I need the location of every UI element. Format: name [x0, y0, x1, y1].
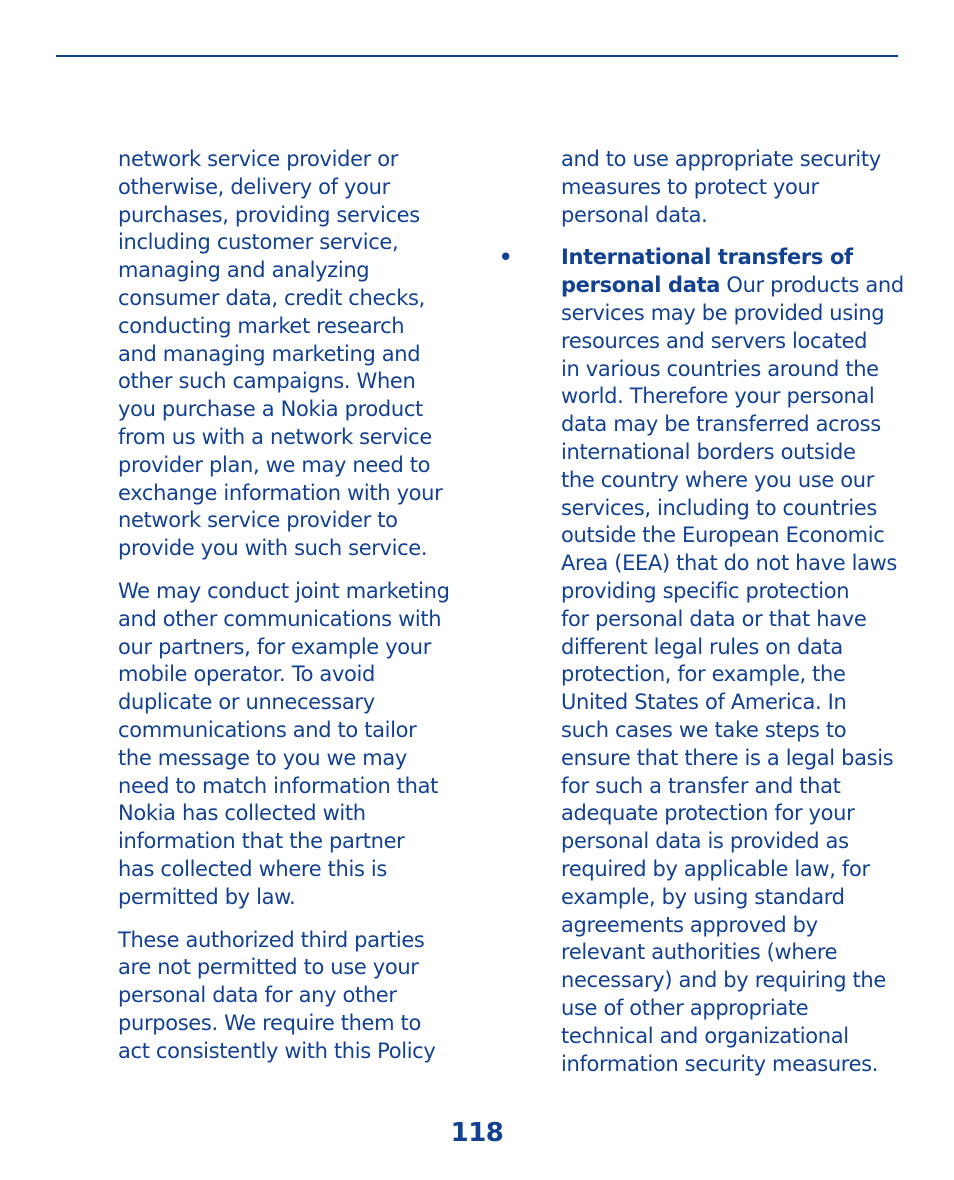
paragraph-third-parties	[118, 927, 464, 1066]
text-line: personal data is provided as	[561, 829, 849, 854]
text-line: such cases we take steps to	[561, 717, 847, 742]
text-line: from us with a network service	[118, 424, 432, 449]
text-line: measures to protect your	[561, 174, 819, 199]
text-line: other such campaigns. When	[118, 369, 416, 394]
text-line: and other communications with	[118, 606, 442, 631]
text-line: United States of America. In	[561, 690, 847, 715]
text-line: act consistently with this Policy	[118, 1038, 436, 1063]
text-line: including customer service,	[118, 230, 399, 255]
text-line: personal data for any other	[118, 983, 397, 1008]
text-line: protection, for example, the	[561, 662, 846, 687]
text-line: example, by using standard	[561, 884, 845, 909]
text-line: permitted by law.	[118, 884, 296, 909]
text-line: purchases, providing services	[118, 202, 420, 227]
page-number: 118	[450, 1118, 504, 1148]
text-line: purposes. We require them to	[118, 1010, 421, 1035]
text-line: consumer data, credit checks,	[118, 285, 425, 310]
text-line: We may conduct joint marketing	[118, 578, 450, 603]
header-rule	[56, 55, 898, 57]
text-line: providing specific protection	[561, 578, 850, 603]
bullet-icon: •	[499, 245, 513, 270]
text-line: network service provider or	[118, 147, 399, 171]
text-line: conducting market research	[118, 313, 405, 338]
text-line: provide you with such service.	[118, 536, 428, 561]
paragraph-joint-marketing	[118, 578, 464, 912]
text-line: and to use appropriate security	[561, 147, 881, 171]
text-line: duplicate or unnecessary	[118, 690, 375, 715]
text-line: otherwise, delivery of your	[118, 174, 390, 199]
text-line: the country where you use our	[561, 467, 875, 492]
text-line: services, including to countries	[561, 495, 877, 520]
text-line: services may be provided using	[561, 300, 885, 325]
text-line: international borders outside	[561, 439, 856, 464]
text-line: information security measures.	[561, 1051, 879, 1076]
right-column	[499, 146, 907, 1078]
bullet-body-start: Our products and	[720, 273, 904, 298]
text-line: necessary) and by requiring the	[561, 968, 886, 993]
text-line: communications and to tailor	[118, 717, 417, 742]
text-line: technical and organizational	[561, 1023, 849, 1048]
text-line: different legal rules on data	[561, 634, 843, 659]
text-line: for such a transfer and that	[561, 773, 841, 798]
text-line: Nokia has collected with	[118, 801, 366, 826]
text-line: has collected where this is	[118, 856, 387, 881]
text-line: managing and analyzing	[118, 258, 370, 283]
text-line: use of other appropriate	[561, 995, 809, 1020]
text-line: in various countries around the	[561, 356, 879, 381]
text-line: Area (EEA) that do not have laws	[561, 551, 898, 576]
text-line: agreements approved by	[561, 912, 818, 937]
text-line: outside the European Economic	[561, 523, 885, 548]
text-line: and managing marketing and	[118, 341, 421, 366]
bullet-heading-line-2	[561, 272, 907, 300]
text-line: information that the partner	[118, 829, 405, 854]
text-line: relevant authorities (where	[561, 940, 838, 965]
left-column	[118, 146, 464, 1081]
bullet-international-transfers	[499, 244, 907, 1078]
text-line: exchange information with your	[118, 480, 443, 505]
bullet-heading-line	[561, 244, 907, 272]
bullet-heading-cont: personal data	[561, 273, 721, 298]
text-line: for personal data or that have	[561, 606, 867, 631]
text-line: the message to you we may	[118, 745, 407, 770]
text-line: provider plan, we may need to	[118, 452, 431, 477]
text-line: ensure that there is a legal basis	[561, 745, 894, 770]
text-line: resources and servers located	[561, 328, 868, 353]
text-line: personal data.	[561, 202, 708, 227]
paragraph-service-providers	[118, 146, 464, 563]
bullet-body	[561, 300, 907, 1078]
text-line: required by applicable law, for	[561, 856, 870, 881]
bullet-heading: International transfers of	[561, 245, 853, 270]
text-line: need to match information that	[118, 773, 439, 798]
text-line: mobile operator. To avoid	[118, 662, 375, 687]
text-line: network service provider to	[118, 508, 398, 533]
text-line: These authorized third parties	[118, 927, 425, 952]
text-line: adequate protection for your	[561, 801, 855, 826]
text-line: data may be transferred across	[561, 412, 881, 437]
text-line: world. Therefore your personal	[561, 384, 875, 409]
text-line: you purchase a Nokia product	[118, 397, 423, 422]
text-line: our partners, for example your	[118, 634, 432, 659]
text-line: are not permitted to use your	[118, 955, 419, 980]
paragraph-security-continued	[561, 146, 907, 229]
